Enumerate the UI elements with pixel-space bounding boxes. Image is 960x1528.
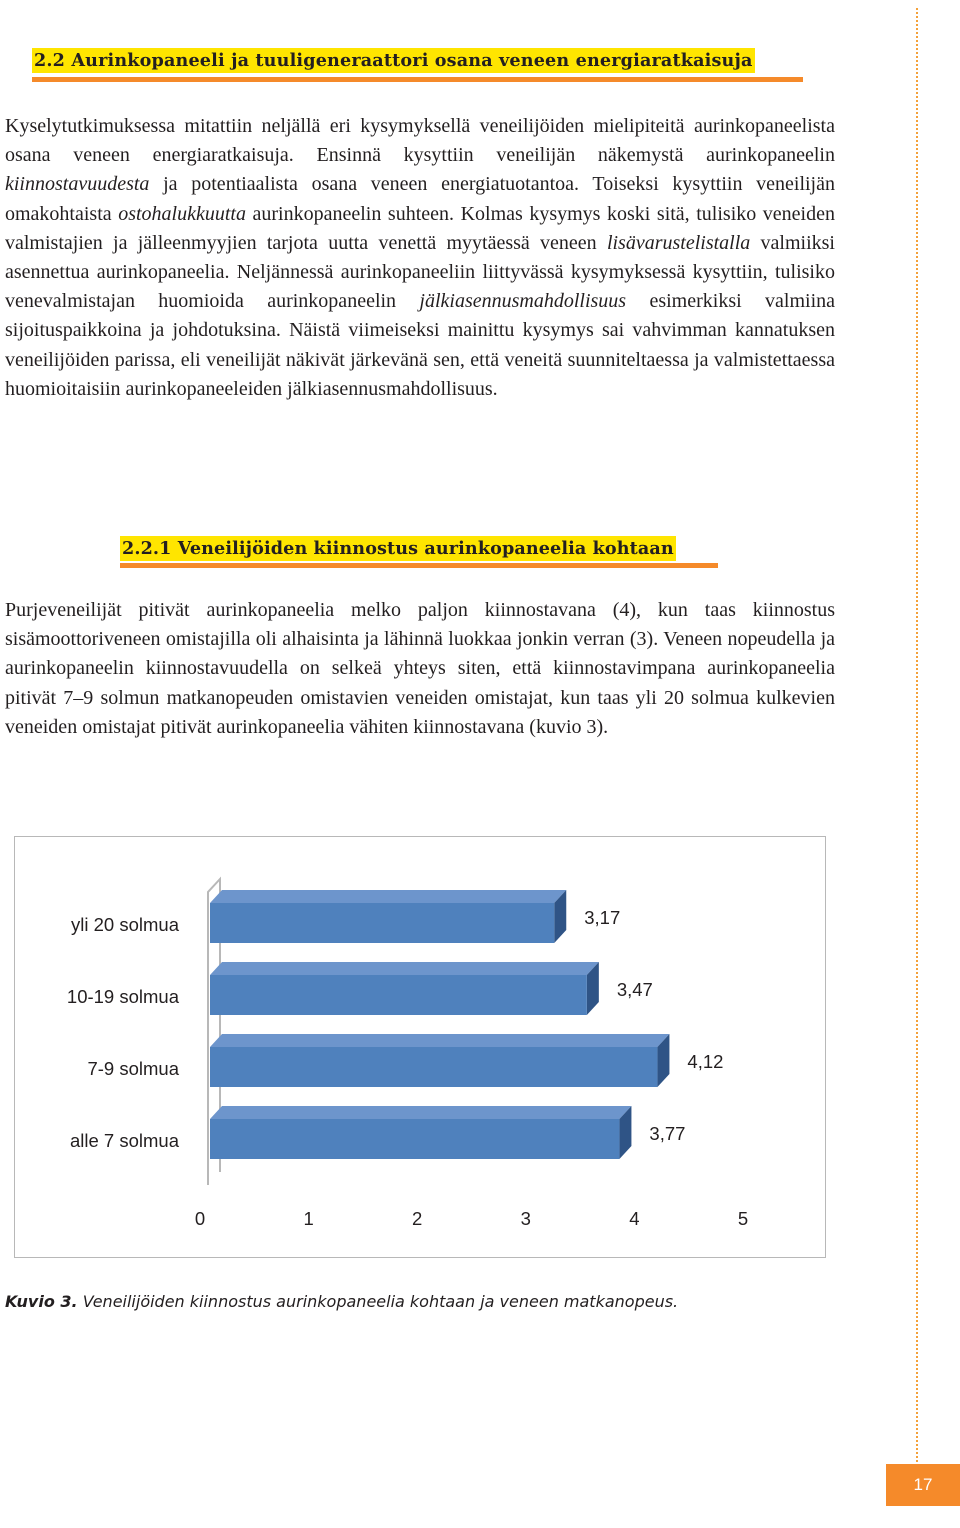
data-label: 3,17 <box>584 907 621 928</box>
x-tick-label: 2 <box>412 1208 423 1229</box>
x-tick-label: 5 <box>737 1208 749 1229</box>
section-heading: 2.2 Aurinkopaneeli ja tuuligeneraattori osana veneen energiaratkaisuja <box>34 50 753 71</box>
paragraph-emphasis: kiinnostavuudesta <box>5 173 150 196</box>
category-label: yli 20 solmua <box>71 914 179 935</box>
bar <box>210 903 554 943</box>
subsection-heading-underline <box>120 563 718 568</box>
bar-top <box>210 962 599 975</box>
paragraph-emphasis: jälkiasennusmahdollisuus <box>419 290 627 313</box>
paragraph-emphasis: lisävarustelistalla <box>606 231 751 254</box>
paragraph-text: aurinkopaneelin suhteen. Kolmas kysymys koski sitä, tulisiko veneiden valmistajien ja jälleenmyyjien tarjota uutta venettä myytäessä veneen <box>5 202 835 254</box>
paragraph-text: Kyselytutkimuksessa mitattiin neljällä eri kysymyksellä veneilijöiden mielipiteitä aurinkopaneelista osana veneen energiaratkaisuja. Ensinnä kysyttiin veneilijän näkemystä aurinkopaneelin <box>5 115 835 167</box>
data-label: 3,77 <box>649 1123 686 1144</box>
data-label: 3,47 <box>616 979 653 1000</box>
x-tick-label: 3 <box>520 1208 531 1229</box>
category-label: 10-19 solmua <box>66 986 179 1007</box>
bar <box>210 1047 657 1087</box>
speed-interest-bar-chart <box>15 837 827 1259</box>
caption-text: Veneilijöiden kiinnostus aurinkopaneelia kohtaan ja veneen matkanopeus. <box>77 1292 679 1311</box>
page-number: 17 <box>886 1464 960 1506</box>
paragraph-text: esimerkiksi valmiina sijoituspaikkoina ja johdotuksina. Näistä viimeiseksi mainittu kysymys sai vahvimman kannatuksen veneilijöiden parissa, eli veneilijät näkivät järkevänä sen, että veneitä suunniteltaessa ja valmistettaessa huomioitaisiin aurinkopaneeleiden jälkiasennusmahdollisuus. <box>5 290 835 400</box>
section-heading-underline <box>32 77 803 82</box>
subsection-heading: 2.2.1 Veneilijöiden kiinnostus aurinkopaneelia kohtaan <box>122 538 674 559</box>
figure-caption <box>5 1292 678 1311</box>
margin-rule <box>916 8 918 1466</box>
x-tick-label: 4 <box>629 1208 640 1229</box>
section-paragraph <box>5 112 835 404</box>
x-tick-label: 1 <box>303 1208 314 1229</box>
category-label: 7-9 solmua <box>87 1058 179 1079</box>
x-tick-label: 0 <box>194 1208 206 1229</box>
paragraph-text: valmiiksi asennettua aurinkopaneelia. Neljännessä aurinkopaneeliin liittyvässä kysymyksessä kysyttiin, tulisiko venevalmistajan huomioida aurinkopaneelin <box>5 231 835 313</box>
bar-top <box>210 1034 669 1047</box>
category-label: alle 7 solmua <box>69 1130 179 1151</box>
bar-top <box>210 890 566 903</box>
chart-frame <box>14 836 826 1258</box>
data-label: 4,12 <box>687 1051 724 1072</box>
paragraph-emphasis: ostohalukkuutta <box>118 202 246 225</box>
bar-top <box>210 1106 631 1119</box>
bar <box>210 1119 619 1159</box>
paragraph-text: ja potentiaalista osana veneen energiatuotantoa. Toiseksi kysyttiin veneilijän omakohtaista <box>5 173 835 225</box>
bar <box>210 975 587 1015</box>
subsection-paragraph: Purjeveneilijät pitivät aurinkopaneelia melko paljon kiinnostavana (4), kun taas kiinnostus sisämoottoriveneen omistajilla oli alhaisinta ja lähinnä luokkaa jonkin verran (3). Veneen nopeudella ja aurinkopaneelin kiinnostavuudella on selkeä yhteys siten, että kiinnostavimpana aurinkopaneelia pitivät 7–9 solmun matkanopeuden omistavien veneiden omistajat, kun taas yli 20 solmua kulkevien veneiden omistajat pitivät aurinkopaneelia vähiten kiinnostavana (kuvio 3). <box>5 599 835 738</box>
caption-label: Kuvio 3. <box>5 1292 78 1311</box>
